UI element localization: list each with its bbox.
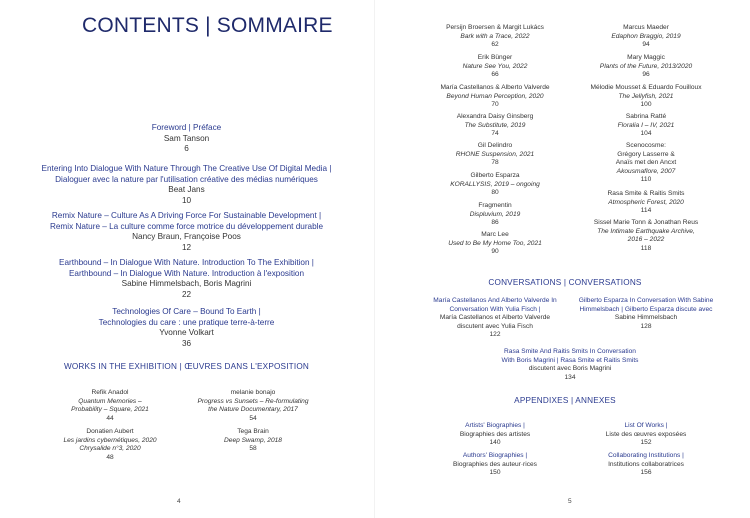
work-page: 86 — [491, 219, 499, 227]
work-artist: Sabrina Ratté — [625, 113, 667, 120]
work-page: 78 — [491, 159, 499, 167]
entry-subtitle: Earthbound – In Dialogue With Nature. Introduction à l'exposition — [68, 268, 305, 278]
conversation-title-fr: discutent avec Boris Magrini — [528, 365, 612, 373]
appendix-title: Artists' Biographies | — [465, 422, 525, 429]
work-artist: Sissel Marie Tonn & Jonathan Reus — [593, 219, 699, 226]
appendix-title-fr: Biographies des auteur·rices — [453, 460, 537, 468]
right-page — [375, 0, 750, 518]
work-title: Deep Swamp, 2018 — [224, 436, 282, 444]
work-entry[interactable] — [40, 389, 180, 423]
title-separator: | — [205, 14, 211, 37]
work-title: Nature See You, 2022 — [462, 62, 528, 70]
work-page: 80 — [491, 189, 499, 197]
work-artist: Marcus Maeder — [623, 24, 669, 31]
work-artist: Mélodie Mousset & Eduardo Fouilloux — [590, 84, 702, 91]
toc-entry[interactable] — [14, 164, 359, 206]
work-title: Les jardins cybernétiques, 2020 — [63, 436, 157, 444]
work-artist: Fragmentin — [478, 202, 512, 209]
work-page: 90 — [491, 248, 499, 256]
appendix-title: List Of Works | — [624, 422, 668, 429]
entry-subtitle: Remix Nature – La culture comme force motrice du développement durable — [49, 221, 324, 231]
work-title: 2016 – 2022 — [627, 236, 665, 244]
work-artist: Gil Delindro — [477, 142, 513, 149]
work-title: the Nature Documentary, 2017 — [208, 406, 298, 414]
appendix-entry[interactable] — [420, 452, 570, 478]
appendix-title: Authors' Biographies | — [462, 452, 528, 459]
work-title: Used to Be My Home Too, 2021 — [448, 239, 542, 247]
appendix-page: 152 — [640, 439, 652, 447]
conversation-title: Gilberto Esparza In Conversation With Sabine — [578, 297, 714, 304]
toc-entry[interactable] — [14, 123, 359, 155]
page-title — [82, 14, 333, 38]
work-page: 96 — [642, 71, 650, 79]
appendix-page: 140 — [489, 439, 501, 447]
work-title: The Jellyfish, 2021 — [618, 92, 674, 100]
conversation-title-fr: Sabine Himmelsbach — [614, 314, 678, 322]
work-title: The Intimate Earthquake Archive, — [597, 227, 695, 235]
work-entry[interactable] — [571, 190, 721, 216]
entry-page: 12 — [181, 242, 192, 252]
work-entry[interactable] — [178, 428, 328, 454]
entry-subtitle: Technologies du care : une pratique terre-à-terre — [98, 317, 275, 327]
work-entry[interactable] — [571, 84, 721, 110]
entry-author: Yvonne Volkart — [159, 328, 214, 337]
conversation-entry[interactable] — [571, 297, 721, 331]
conversation-entry[interactable] — [420, 297, 570, 340]
appendix-page: 156 — [640, 469, 652, 477]
work-title: Progress vs Sunsets – Re-formulating — [197, 397, 309, 405]
work-title: KORALLYSIS, 2019 – ongoing — [450, 180, 540, 188]
work-artist: Rasa Smite & Raitis Smits — [607, 190, 685, 197]
appendix-title-fr: Institutions collaboratrices — [608, 460, 684, 468]
work-title: Atmospheric Forest, 2020 — [608, 198, 684, 206]
work-artist: Erik Bünger — [477, 54, 513, 61]
page-number-left: 4 — [177, 498, 181, 505]
work-artist-line2: Grégory Lasserre & — [617, 150, 675, 158]
work-title: Beyond Human Perception, 2020 — [446, 92, 544, 100]
entry-author: Sam Tanson — [163, 133, 210, 143]
entry-author: Sabine Himmelsbach, Boris Magrini — [121, 279, 252, 288]
work-title: Probability – Square, 2021 — [71, 406, 149, 414]
work-entry[interactable] — [420, 142, 570, 168]
appendixes-heading: APPENDIXES | ANNEXES — [514, 396, 616, 405]
work-artist-line3: Anaïs met den Ancxt — [615, 159, 677, 167]
work-page: 44 — [106, 414, 114, 422]
title-en: CONTENTS — [82, 14, 200, 37]
conversations-heading: CONVERSATIONS | CONVERSATIONS — [488, 278, 642, 287]
work-title: Chrysalide n°3, 2020 — [79, 445, 141, 453]
conversation-entry[interactable] — [475, 348, 665, 382]
work-page: 100 — [640, 101, 652, 109]
work-page: 48 — [106, 453, 114, 461]
conversation-title: Conversation With Yulia Fisch | — [449, 305, 541, 313]
toc-entry[interactable] — [14, 307, 359, 349]
conversation-page: 122 — [489, 331, 501, 339]
work-page: 70 — [491, 101, 499, 109]
work-page: 110 — [640, 176, 652, 184]
work-page: 118 — [640, 244, 652, 252]
toc-entry[interactable] — [14, 211, 359, 253]
work-page: 114 — [640, 207, 652, 215]
conversation-title: Rasa Smite And Raitis Smits In Conversation — [504, 348, 636, 355]
conversation-title: María Castellanos And Alberto Valverde In — [433, 297, 557, 304]
work-entry[interactable] — [420, 113, 570, 139]
toc-entry[interactable] — [14, 258, 359, 300]
conversation-page: 134 — [564, 373, 576, 381]
work-page: 74 — [491, 130, 499, 138]
entry-title: Earthbound – In Dialogue With Nature. Introduction To The Exhibition | — [59, 258, 314, 267]
conversation-title: With Boris Magrini | Rasa Smite et Raitis Smits — [501, 356, 639, 364]
work-page: 62 — [491, 41, 499, 49]
work-artist: Donatien Aubert — [86, 428, 134, 435]
conversation-title-fr: María Castellanos et Alberto Valverde — [439, 314, 551, 322]
conversation-title: Himmelsbach | Gilberto Esparza discute avec — [579, 305, 713, 313]
work-artist: Persijn Broersen & Margit Lukács — [446, 24, 544, 31]
entry-page: 22 — [181, 289, 192, 299]
works-heading: WORKS IN THE EXHIBITION | ŒUVRES DANS L'EXPOSITION — [63, 362, 310, 371]
work-entry[interactable] — [571, 24, 721, 50]
entry-title: Entering Into Dialogue With Nature Through The Creative Use Of Digital Media | — [41, 164, 332, 173]
page-number-right: 5 — [568, 498, 572, 505]
work-entry[interactable] — [420, 84, 570, 110]
work-page: 94 — [642, 41, 650, 49]
work-artist: Refik Anadol — [91, 389, 129, 396]
entry-title: Foreword | Préface — [151, 123, 222, 132]
work-entry[interactable] — [571, 219, 721, 253]
work-title: Edaphon Braggio, 2019 — [611, 32, 681, 40]
work-entry[interactable] — [420, 54, 570, 80]
appendix-page: 150 — [489, 469, 501, 477]
conversation-page: 128 — [640, 322, 652, 330]
appendix-title-fr: Biographies des artistes — [459, 430, 531, 438]
work-artist: Tega Brain — [237, 428, 269, 435]
work-page: 66 — [491, 71, 499, 79]
work-entry[interactable] — [178, 389, 328, 423]
work-title: Plants of the Future, 2013/2020 — [599, 62, 693, 70]
work-title: Bark with a Trace, 2022 — [460, 32, 530, 40]
work-entry[interactable] — [420, 172, 570, 198]
appendix-entry[interactable] — [571, 422, 721, 448]
entry-author: Beat Jans — [168, 185, 205, 194]
appendix-title-fr: Liste des œuvres exposées — [605, 430, 687, 438]
work-page: 104 — [640, 130, 652, 138]
entry-title: Technologies Of Care – Bound To Earth | — [112, 307, 261, 316]
work-artist: María Castellanos & Alberto Valverde — [440, 84, 550, 91]
work-artist: melanie bonajo — [230, 389, 276, 396]
work-title: Akousmaflore, 2007 — [616, 167, 676, 175]
entry-page: 36 — [181, 338, 192, 348]
work-entry[interactable] — [40, 428, 180, 462]
work-title: The Substitute, 2019 — [464, 121, 526, 129]
entry-page: 6 — [184, 144, 189, 153]
work-title: Displuvium, 2019 — [469, 210, 521, 218]
entry-author: Nancy Braun, Françoise Poos — [132, 232, 241, 241]
work-entry[interactable] — [420, 24, 570, 50]
work-page: 58 — [249, 445, 257, 453]
work-entry[interactable] — [571, 113, 721, 139]
entry-title: Remix Nature – Culture As A Driving Force For Sustainable Development | — [51, 211, 322, 220]
title-fr: SOMMAIRE — [216, 14, 333, 37]
work-artist: Mary Maggic — [627, 54, 665, 61]
work-entry[interactable] — [571, 142, 721, 185]
work-artist: Alexandra Daisy Ginsberg — [456, 113, 534, 120]
appendix-title: Collaborating Institutions | — [608, 452, 684, 459]
entry-page: 10 — [181, 195, 192, 205]
appendix-entry[interactable] — [571, 452, 721, 478]
work-entry[interactable] — [420, 231, 570, 257]
work-page: 54 — [249, 414, 257, 422]
work-title: RHONE Suspension, 2021 — [455, 150, 535, 158]
conversation-title-fr: discutent avec Yulia Fisch — [457, 322, 533, 330]
work-artist: Gilberto Esparza — [470, 172, 520, 179]
appendix-entry[interactable] — [420, 422, 570, 448]
work-artist: Marc Lee — [481, 231, 509, 238]
work-artist: Scenocosme: — [626, 142, 666, 149]
work-entry[interactable] — [571, 54, 721, 80]
work-entry[interactable] — [420, 202, 570, 228]
entry-subtitle: Dialoguer avec la nature par l'utilisation créative des médias numériques — [55, 174, 318, 184]
work-title: Floralia I – IV, 2021 — [617, 121, 675, 129]
work-title: Quantum Memories – — [78, 397, 142, 405]
